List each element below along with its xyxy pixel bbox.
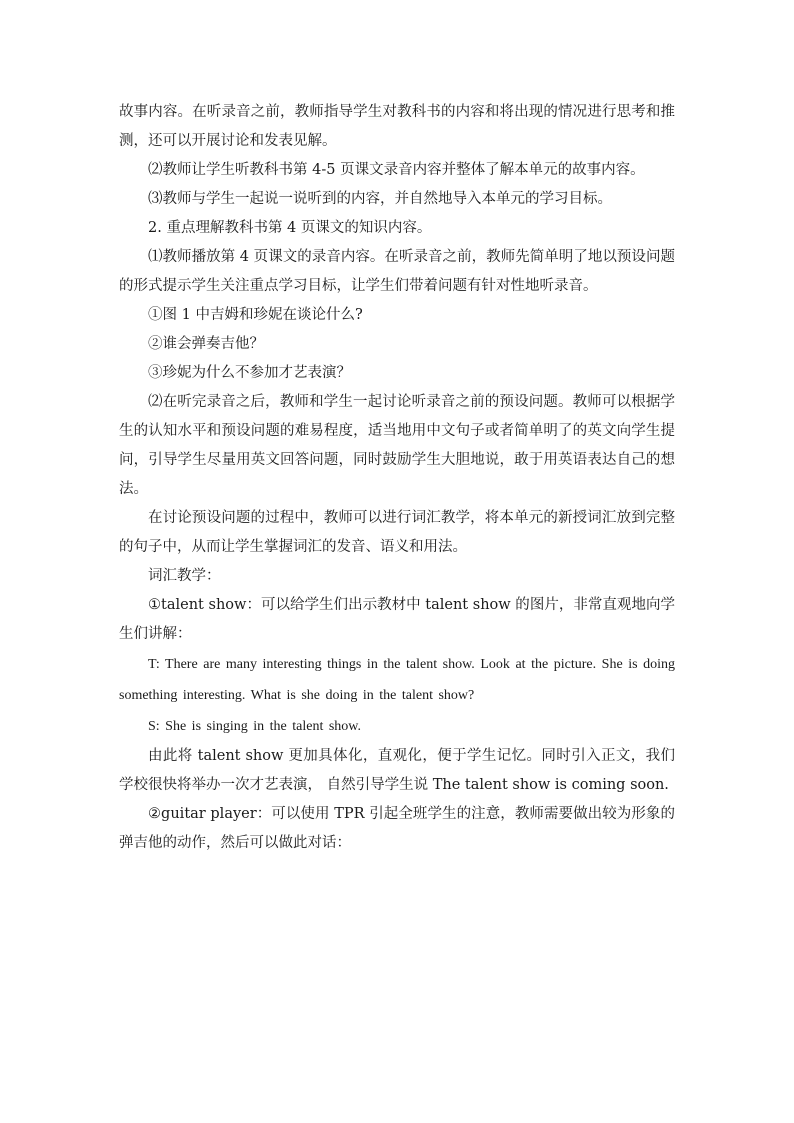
paragraph-play-recording: ⑴教师播放第 4 页课文的录音内容。在听录音之前，教师先简单明了地以预设问题的形式提示学生关注重点学习目标，让学生们带着问题有针对性地听录音。 <box>119 249 675 294</box>
paragraph-story-content: 故事内容。在听录音之前，教师指导学生对教科书的内容和将出现的情况进行思考和推测，还可以开展讨论和发表见解。 <box>119 104 675 149</box>
paragraph-step-2-heading: 2. 重点理解教科书第 4 页课文的知识内容。 <box>148 220 432 236</box>
question-2: ②谁会弹奏吉他？ <box>148 336 264 352</box>
question-1: ①图 1 中吉姆和珍妮在谈论什么? <box>148 307 363 323</box>
vocab-talent-show: ①talent show：可以给学生们出示教材中 talent show 的图片，非常直观地向学生们讲解： <box>119 597 675 642</box>
vocab-teaching-heading: 词汇教学： <box>148 568 221 584</box>
document-page <box>119 98 675 858</box>
paragraph-listen-recording: ⑵教师让学生听教科书第 4-5 页课文录音内容并整体了解本单元的故事内容。 <box>148 162 645 178</box>
question-3: ③珍妮为什么不参加才艺表演？ <box>148 365 351 381</box>
paragraph-discuss-goals: ⑶教师与学生一起说一说听到的内容，并自然地导入本单元的学习目标。 <box>148 191 612 207</box>
vocab-guitar-player: ②guitar player：可以使用 TPR 引起全班学生的注意，教师需要做出较为形象的弹吉他的动作，然后可以做此对话： <box>119 806 675 851</box>
dialogue-student: S: She is singing in the talent show. <box>148 719 361 734</box>
paragraph-vocab-teaching-intro: 在讨论预设问题的过程中，教师可以进行词汇教学，将本单元的新授词汇放到完整的句子中，从而让学生掌握词汇的发音、语义和用法。 <box>119 510 675 555</box>
dialogue-teacher: T: There are many interesting things in the talent show. Look at the picture. She is doing something interesting. What is she doing in the talent show? <box>119 657 675 703</box>
paragraph-after-recording: ⑵在听完录音之后，教师和学生一起讨论听录音之前的预设问题。教师可以根据学生的认知水平和预设问题的难易程度，适当地用中文句子或者简单明了的英文向学生提问，引导学生尽量用英文回答问题，同时鼓励学生大胆地说，敢于用英语表达自己的想法。 <box>119 394 675 497</box>
paragraph-talent-show-explain: 由此将 talent show 更加具体化，直观化，便于学生记忆。同时引入正文，我们学校很快将举办一次才艺表演， 自然引导学生说 The talent show is coming soon. <box>119 748 675 793</box>
